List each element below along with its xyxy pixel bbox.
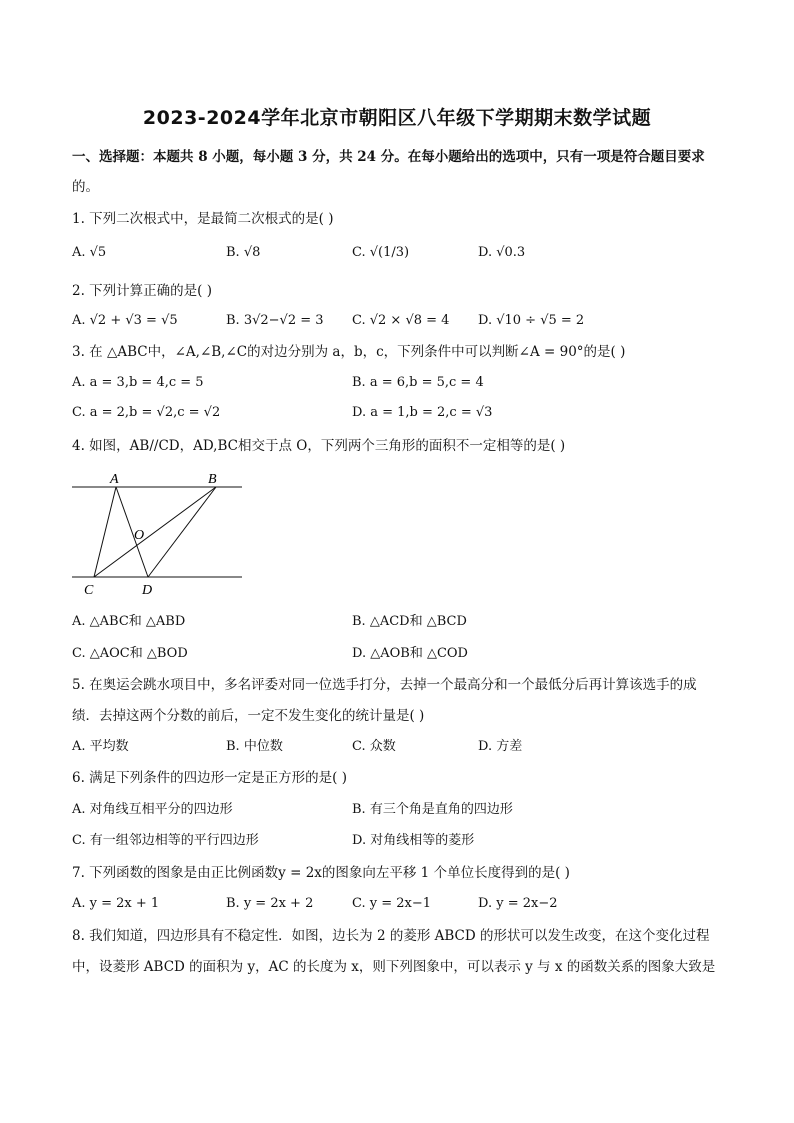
point-d-label: D — [142, 583, 153, 598]
question-5-stem-line1: 5. 在奥运会跳水项目中，多名评委对同一位选手打分，去掉一个最高分和一个最低分后再计算该选手的成 — [72, 677, 697, 693]
section-heading-line2: 的。 — [72, 179, 99, 195]
q6-option-c: C. 有一组邻边相等的平行四边形 — [72, 833, 259, 848]
q6-option-a: A. 对角线互相平分的四边形 — [72, 802, 233, 817]
q2-option-b: B. 3√2−√2 = 3 — [226, 313, 324, 328]
q1-option-a: A. √5 — [72, 245, 107, 260]
q2-option-c: C. √2 × √8 = 4 — [352, 313, 450, 328]
q2-option-d: D. √10 ÷ √5 = 2 — [478, 313, 585, 328]
q1-option-b: B. √8 — [226, 245, 261, 260]
q3-option-b: B. a = 6,b = 5,c = 4 — [352, 375, 484, 390]
q4-option-a: A. △ABC和 △ABD — [72, 614, 186, 629]
question-4-stem: 4. 如图，AB//CD，AD,BC相交于点 O，下列两个三角形的面积不一定相等的是( ) — [72, 438, 566, 454]
q7-option-c: C. y = 2x−1 — [352, 896, 432, 911]
point-o-label: O — [134, 528, 145, 543]
q4-option-d: D. △AOB和 △COD — [352, 646, 468, 661]
question-7-stem: 7. 下列函数的图象是由正比例函数y = 2x的图象向左平移 1 个单位长度得到的是( ) — [72, 865, 570, 881]
point-b-label: B — [208, 472, 217, 487]
question-5-stem-line2: 绩．去掉这两个分数的前后，一定不发生变化的统计量是( ) — [72, 708, 425, 724]
question-1-stem: 1. 下列二次根式中，是最简二次根式的是( ) — [72, 211, 334, 227]
point-a-label: A — [110, 472, 119, 487]
question-8-stem-line2: 中，设菱形 ABCD 的面积为 y，AC 的长度为 x，则下列图象中，可以表示 y 与 x 的函数关系的图象大致是 — [72, 959, 716, 975]
q1-option-c: C. √(1/3) — [352, 245, 410, 260]
q7-option-b: B. y = 2x + 2 — [226, 896, 314, 911]
q3-option-a: A. a = 3,b = 4,c = 5 — [72, 375, 204, 390]
q5-option-b: B. 中位数 — [226, 739, 283, 754]
q5-option-c: C. 众数 — [352, 739, 396, 754]
page-title: 2023-2024学年北京市朝阳区八年级下学期期末数学试题 — [142, 107, 652, 129]
point-c-label: C — [84, 583, 94, 598]
q7-option-d: D. y = 2x−2 — [478, 896, 558, 911]
q4-option-b: B. △ACD和 △BCD — [352, 614, 467, 629]
segment-bd — [148, 487, 216, 577]
question-6-stem: 6. 满足下列条件的四边形一定是正方形的是( ) — [72, 770, 347, 786]
q7-option-a: A. y = 2x + 1 — [72, 896, 160, 911]
parallel-lines-figure — [70, 468, 245, 598]
q6-option-b: B. 有三个角是直角的四边形 — [352, 802, 513, 817]
q3-option-c: C. a = 2,b = √2,c = √2 — [72, 405, 221, 420]
q5-option-d: D. 方差 — [478, 739, 523, 754]
question-8-stem-line1: 8. 我们知道，四边形具有不稳定性．如图，边长为 2 的菱形 ABCD 的形状可以发生改变，在这个变化过程 — [72, 928, 710, 944]
q1-option-d: D. √0.3 — [478, 245, 526, 260]
q4-option-c: C. △AOC和 △BOD — [72, 646, 188, 661]
q5-option-a: A. 平均数 — [72, 739, 129, 754]
q2-option-a: A. √2 + √3 = √5 — [72, 313, 178, 328]
question-3-stem: 3. 在 △ABC中，∠A,∠B,∠C的对边分别为 a，b，c，下列条件中可以判断∠A = 90°的是( ) — [72, 344, 626, 360]
q6-option-d: D. 对角线相等的菱形 — [352, 833, 475, 848]
question-2-stem: 2. 下列计算正确的是( ) — [72, 283, 212, 299]
q3-option-d: D. a = 1,b = 2,c = √3 — [352, 405, 493, 420]
section-heading-line1: 一、选择题：本题共 8 小题，每小题 3 分，共 24 分。在每小题给出的选项中，只有一项是符合题目要求 — [72, 149, 705, 165]
